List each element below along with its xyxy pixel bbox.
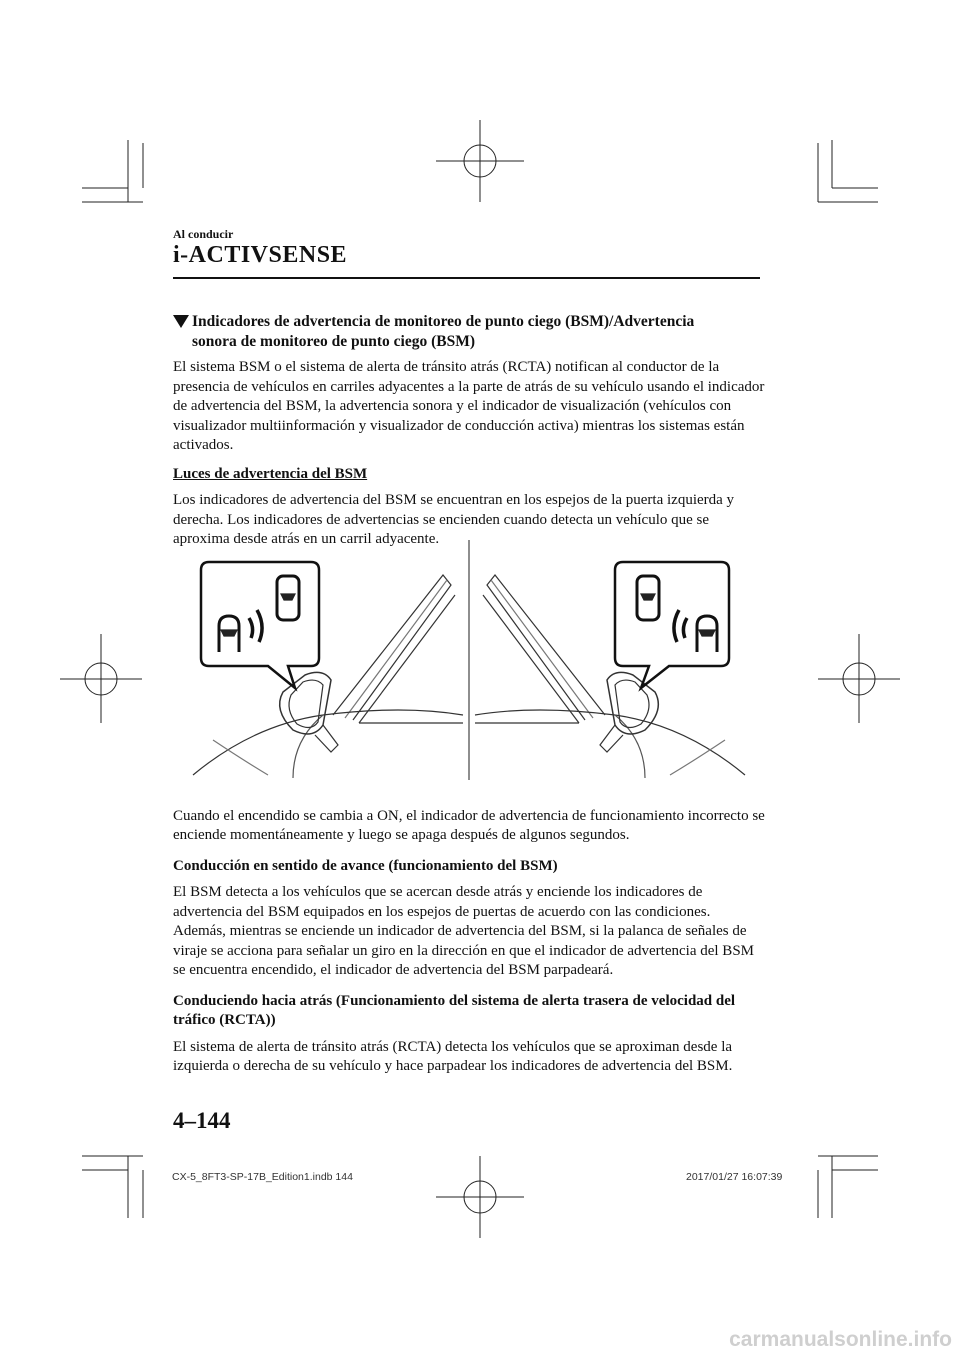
section-title: i-ACTIVSENSE: [173, 242, 348, 268]
footer-date-info: 2017/01/27 16:07:39: [686, 1171, 783, 1183]
triangle-bullet-icon: [173, 315, 189, 328]
bsm-mirror-illustration: [173, 540, 765, 780]
page-number: 4–144: [173, 1108, 231, 1133]
topic-heading: [173, 312, 765, 351]
topic-heading-line1: Indicadores de advertencia de monitoreo de punto ciego (BSM)/Advertencia: [192, 313, 695, 330]
footer-file-info: CX-5_8FT3-SP-17B_Edition1.indb 144: [172, 1171, 353, 1183]
ignition-paragraph: Cuando el encendido se cambia a ON, el indicador de advertencia de funcionamiento incorrecto se enciende momentáneamente y luego se apaga después de algunos segundos.: [173, 807, 765, 843]
intro-paragraph: El sistema BSM o el sistema de alerta de tránsito atrás (RCTA) notifican al conductor de la presencia de vehículos en carriles adyacentes a la parte de atrás de su vehículo usando el indicador de advertencia del BSM, la advertencia sonora y el indicador de visualización (vehículos con visualizador multiinformación y visualizador de conducción activa) mientras los sistemas están activados.: [173, 359, 765, 453]
bsm-lights-heading: Luces de advertencia del BSM: [173, 465, 368, 482]
bsm-lights-paragraph: Los indicadores de advertencia del BSM se encuentran en los espejos de la puerta izquierda y derecha. Los indicadores de advertencias se encienden cuando detecta un vehículo que se aproxima desde atrás en un carril adyacente.: [173, 492, 735, 547]
reverse-paragraph: El sistema de alerta de tránsito atrás (RCTA) detecta los vehículos que se aproximan desde la izquierda o derecha de su vehículo y hace parpadear los indicadores de advertencia del BSM.: [173, 1038, 733, 1074]
topic-heading-line2: sonora de monitoreo de punto ciego (BSM): [192, 332, 476, 350]
chapter-label: Al conducir: [173, 227, 234, 241]
header-rule: [173, 277, 760, 279]
watermark: carmanualsonline.info: [729, 1328, 952, 1351]
forward-heading: Conducción en sentido de avance (funcionamiento del BSM): [173, 857, 558, 874]
reverse-heading: Conduciendo hacia atrás (Funcionamiento del sistema de alerta trasera de velocidad del tráfico (RCTA)): [173, 992, 736, 1028]
forward-paragraph: El BSM detecta a los vehículos que se acercan desde atrás y enciende los indicadores de advertencia del BSM equipados en los espejos de puertas de acuerdo con las condiciones. Además, mientras se enciende un indicador de advertencia del BSM, si la palanca de señales de viraje se acciona para señalar un giro en la dirección en que el indicador de advertencia del BSM se encuentra encendido, el indicador de advertencia del BSM parpadeará.: [173, 884, 754, 978]
